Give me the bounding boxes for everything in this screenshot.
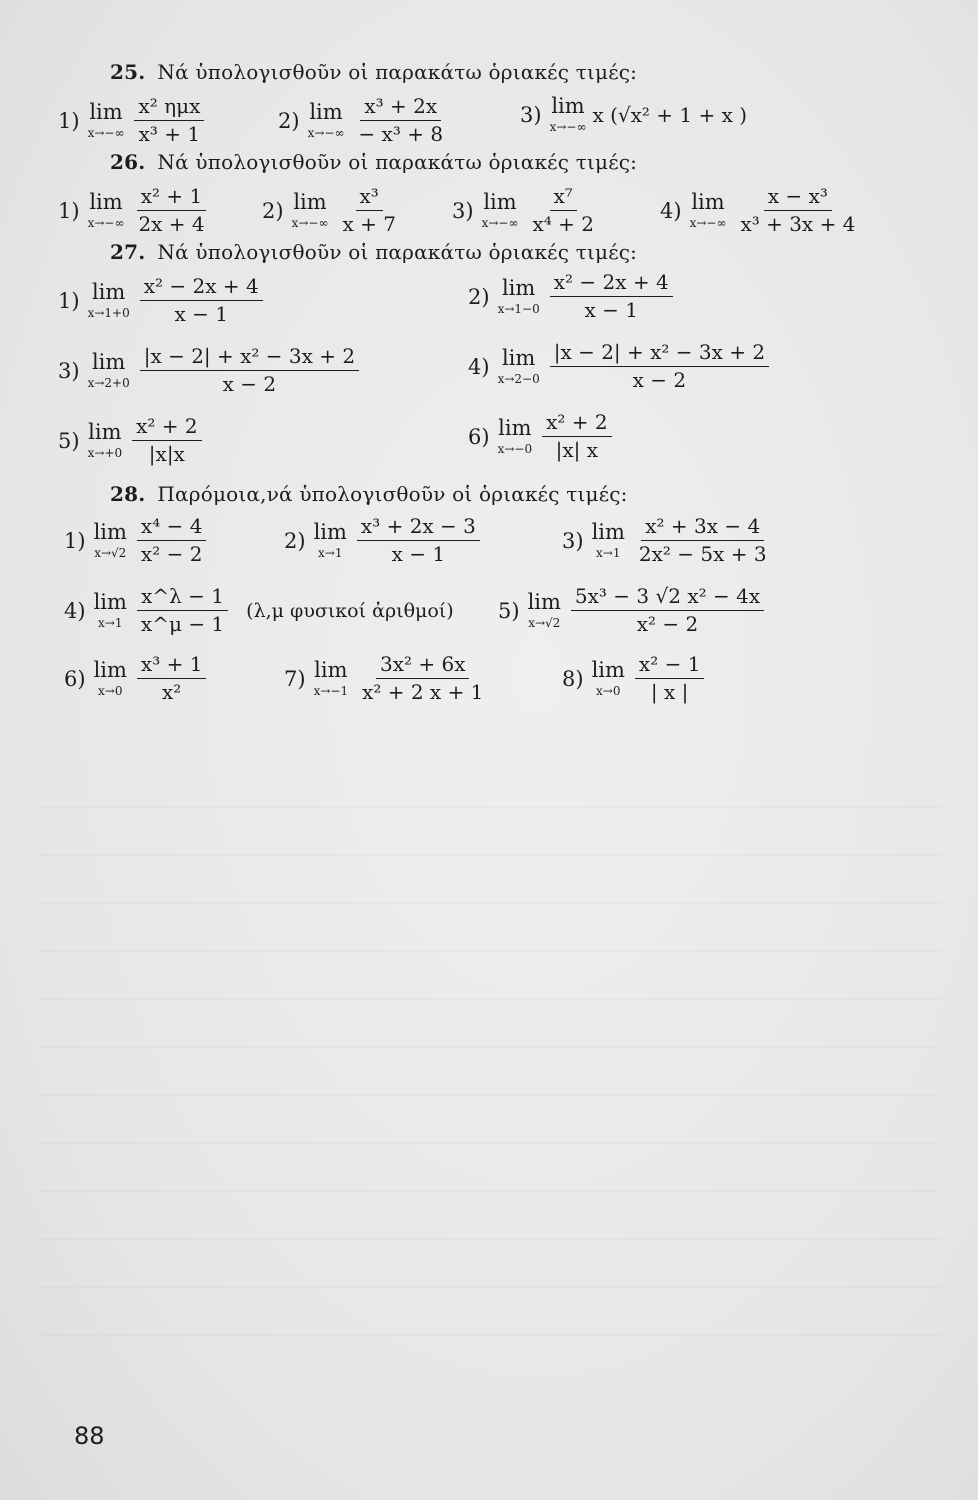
exercise-26-heading: 26. Νά ὑπολογισθοῦν οἱ παρακάτω ὁριακές τιμές: xyxy=(110,150,638,174)
limit-operator: lim x→1 xyxy=(313,520,347,560)
fraction: $\frac{\text{x² ημx}}{\text{x³ + 1}}$ xyxy=(134,96,204,145)
limit-operator: lim x→−∞ xyxy=(291,190,329,230)
page-number: 88 xyxy=(74,1422,105,1450)
exercise-instruction: Νά ὑπολογισθοῦν οἱ παρακάτω ὁριακές τιμές: xyxy=(157,60,638,84)
limit-operator: lim x→1+0 xyxy=(87,280,130,320)
limit-operator: lim x→0 xyxy=(591,658,625,698)
expression: x (√x² + 1 + x ) xyxy=(592,102,748,127)
limit-operator: lim x→−∞ xyxy=(87,190,125,230)
problem-25-1: 1) lim x→−∞ $\frac{\text{x² ημx}}{\text{x³ + 1}}$ xyxy=(58,96,208,145)
problem-28-4: 4) lim x→1 $\frac{x\^{}\lambda - 1}{x\^{}\mu - 1}$ (λ,μ φυσικοί ἀριθμοί) xyxy=(64,584,454,636)
limit-operator: lim x→1 xyxy=(93,590,127,630)
problem-27-6: 6) lim x→−0 $\frac{\text{x² + 2}}{|x| x}$ xyxy=(468,412,616,461)
problem-28-6: 6) lim x→0 $\frac{\text{x³ + 1}}{\text{x²}}$ xyxy=(64,654,210,703)
problem-28-2: 2) lim x→1 $\frac{\text{x³ + 2x − 3}}{x - 1}$ xyxy=(284,516,484,565)
fraction: $\frac{\text{x³ + 2x}}{\text{− x³ + 8}}$ xyxy=(358,94,444,146)
limit-operator: lim x→−0 xyxy=(497,416,533,456)
fraction: $\frac{\text{x² − 2x + 4}}{x - 1}$ xyxy=(140,276,263,325)
fraction: $\frac{\text{5x³ − 3 √2 x² − 4x}}{\text{x² − 2}}$ xyxy=(571,586,764,635)
bleed-through-decoration xyxy=(40,760,940,1360)
limit-operator: lim x→0 xyxy=(93,658,127,698)
exercise-28-heading: 28. Παρόμοια,νά ὑπολογισθοῦν οἱ ὁριακές τιμές: xyxy=(110,482,628,506)
fraction: $\frac{x\^{}\lambda - 1}{x\^{}\mu - 1}$ xyxy=(137,586,228,635)
fraction: $\frac{\text{x³ + 2x − 3}}{x - 1}$ xyxy=(357,516,480,565)
exercise-25-heading xyxy=(110,60,637,84)
problem-28-7: 7) lim x→−1 $\frac{\text{3x² + 6x}}{\text{x² + 2 x + 1}}$ xyxy=(284,654,491,703)
limit-operator: lim x→−∞ xyxy=(307,100,345,140)
limit-operator: lim x→+0 xyxy=(87,420,123,460)
problem-26-2: 2) lim x→−∞ $\frac{\text{x³}}{x + 7}$ xyxy=(262,186,404,235)
fraction: $\frac{\text{x² − 1}}{| x |}$ xyxy=(635,654,705,703)
fraction: $\frac{\text{x² − 2x + 4}}{x - 1}$ xyxy=(550,272,673,321)
fraction: $\frac{\text{x⁷}}{\text{x⁴ + 2}}$ xyxy=(532,184,594,236)
limit-operator: lim x→−∞ xyxy=(549,94,587,134)
problem-27-5: 5) lim x→+0 $\frac{\text{x² + 2}}{|x|x}$ xyxy=(58,416,206,465)
limit-operator: lim x→√2 xyxy=(93,520,127,560)
fraction: $\frac{\text{x² + 1}}{2x + 4}$ xyxy=(138,184,205,236)
problem-26-3: 3) lim x→−∞ $\frac{\text{x⁷}}{\text{x⁴ + 2}}$ xyxy=(452,186,602,235)
problem-27-2: 2) lim x→1−0 $\frac{\text{x² − 2x + 4}}{x - 1}$ xyxy=(468,272,677,321)
fraction: $\frac{\text{x² + 2}}{|x| x}$ xyxy=(542,412,612,461)
parameter-note: (λ,μ φυσικοί ἀριθμοί) xyxy=(246,599,454,622)
fraction: $\frac{\text{x³}}{x + 7}$ xyxy=(342,184,396,236)
limit-operator: lim x→2−0 xyxy=(497,346,540,386)
problem-28-5: 5) lim x→√2 $\frac{\text{5x³ − 3 √2 x² − 4x}}{\text{x² − 2}}$ xyxy=(498,586,768,635)
fraction: $\frac{\text{3x² + 6x}}{\text{x² + 2 x + 1}}$ xyxy=(362,652,484,704)
fraction: $\frac{\text{x² + 2}}{|x|x}$ xyxy=(132,416,202,465)
limit-operator: lim x→−∞ xyxy=(481,190,519,230)
problem-26-1: 1) lim x→−∞ $\frac{\text{x² + 1}}{2x + 4}$ xyxy=(58,186,213,235)
problem-25-3: 3) lim x→−∞ x (√x² + 1 + x ) xyxy=(520,94,748,134)
fraction: $\frac{\text{x − x³}}{\text{x³ + 3x + 4}}$ xyxy=(740,184,856,236)
exercise-27-heading: 27. Νά ὑπολογισθοῦν οἱ παρακάτω ὁριακές τιμές: xyxy=(110,240,638,264)
limit-operator: lim x→2+0 xyxy=(87,350,130,390)
problem-25-2: 2) lim x→−∞ $\frac{\text{x³ + 2x}}{\text{− x³ + 8}}$ xyxy=(278,96,451,145)
fraction: $\frac{\text{x³ + 1}}{\text{x²}}$ xyxy=(137,654,207,703)
fraction: $\frac{\text{|x − 2| + x² − 3x + 2}}{x - 2}$ xyxy=(550,342,769,391)
problem-27-1: 1) lim x→1+0 $\frac{\text{x² − 2x + 4}}{x - 1}$ xyxy=(58,276,267,325)
limit-operator: lim x→1−0 xyxy=(497,276,540,316)
problem-26-4: 4) lim x→−∞ $\frac{\text{x − x³}}{\text{x³ + 3x + 4}}$ xyxy=(660,186,863,235)
fraction: $\frac{\text{x⁴ − 4}}{\text{x² − 2}}$ xyxy=(137,516,207,565)
limit-operator: lim x→−∞ xyxy=(689,190,727,230)
limit-operator: lim x→√2 xyxy=(527,590,561,630)
fraction: $\frac{\text{x² + 3x − 4}}{\text{2x² − 5x + 3}}$ xyxy=(638,514,767,566)
limit-operator: lim x→1 xyxy=(591,520,625,560)
problem-27-3: 3) lim x→2+0 $\frac{\text{|x − 2| + x² − 3x + 2}}{x - 2}$ xyxy=(58,346,363,395)
fraction: $\frac{\text{|x − 2| + x² − 3x + 2}}{x - 2}$ xyxy=(140,346,359,395)
limit-operator: lim x→−∞ xyxy=(87,100,125,140)
problem-27-4: 4) lim x→2−0 $\frac{\text{|x − 2| + x² − 3x + 2}}{x - 2}$ xyxy=(468,342,773,391)
problem-28-3: 3) lim x→1 $\frac{\text{x² + 3x − 4}}{\text{2x² − 5x + 3}}$ xyxy=(562,516,775,565)
limit-operator: lim x→−1 xyxy=(313,658,349,698)
problem-28-1: 1) lim x→√2 $\frac{\text{x⁴ − 4}}{\text{x² − 2}}$ xyxy=(64,516,210,565)
problem-28-8: 8) lim x→0 $\frac{\text{x² − 1}}{| x |}$ xyxy=(562,654,708,703)
exercise-number: 25. xyxy=(110,60,146,84)
